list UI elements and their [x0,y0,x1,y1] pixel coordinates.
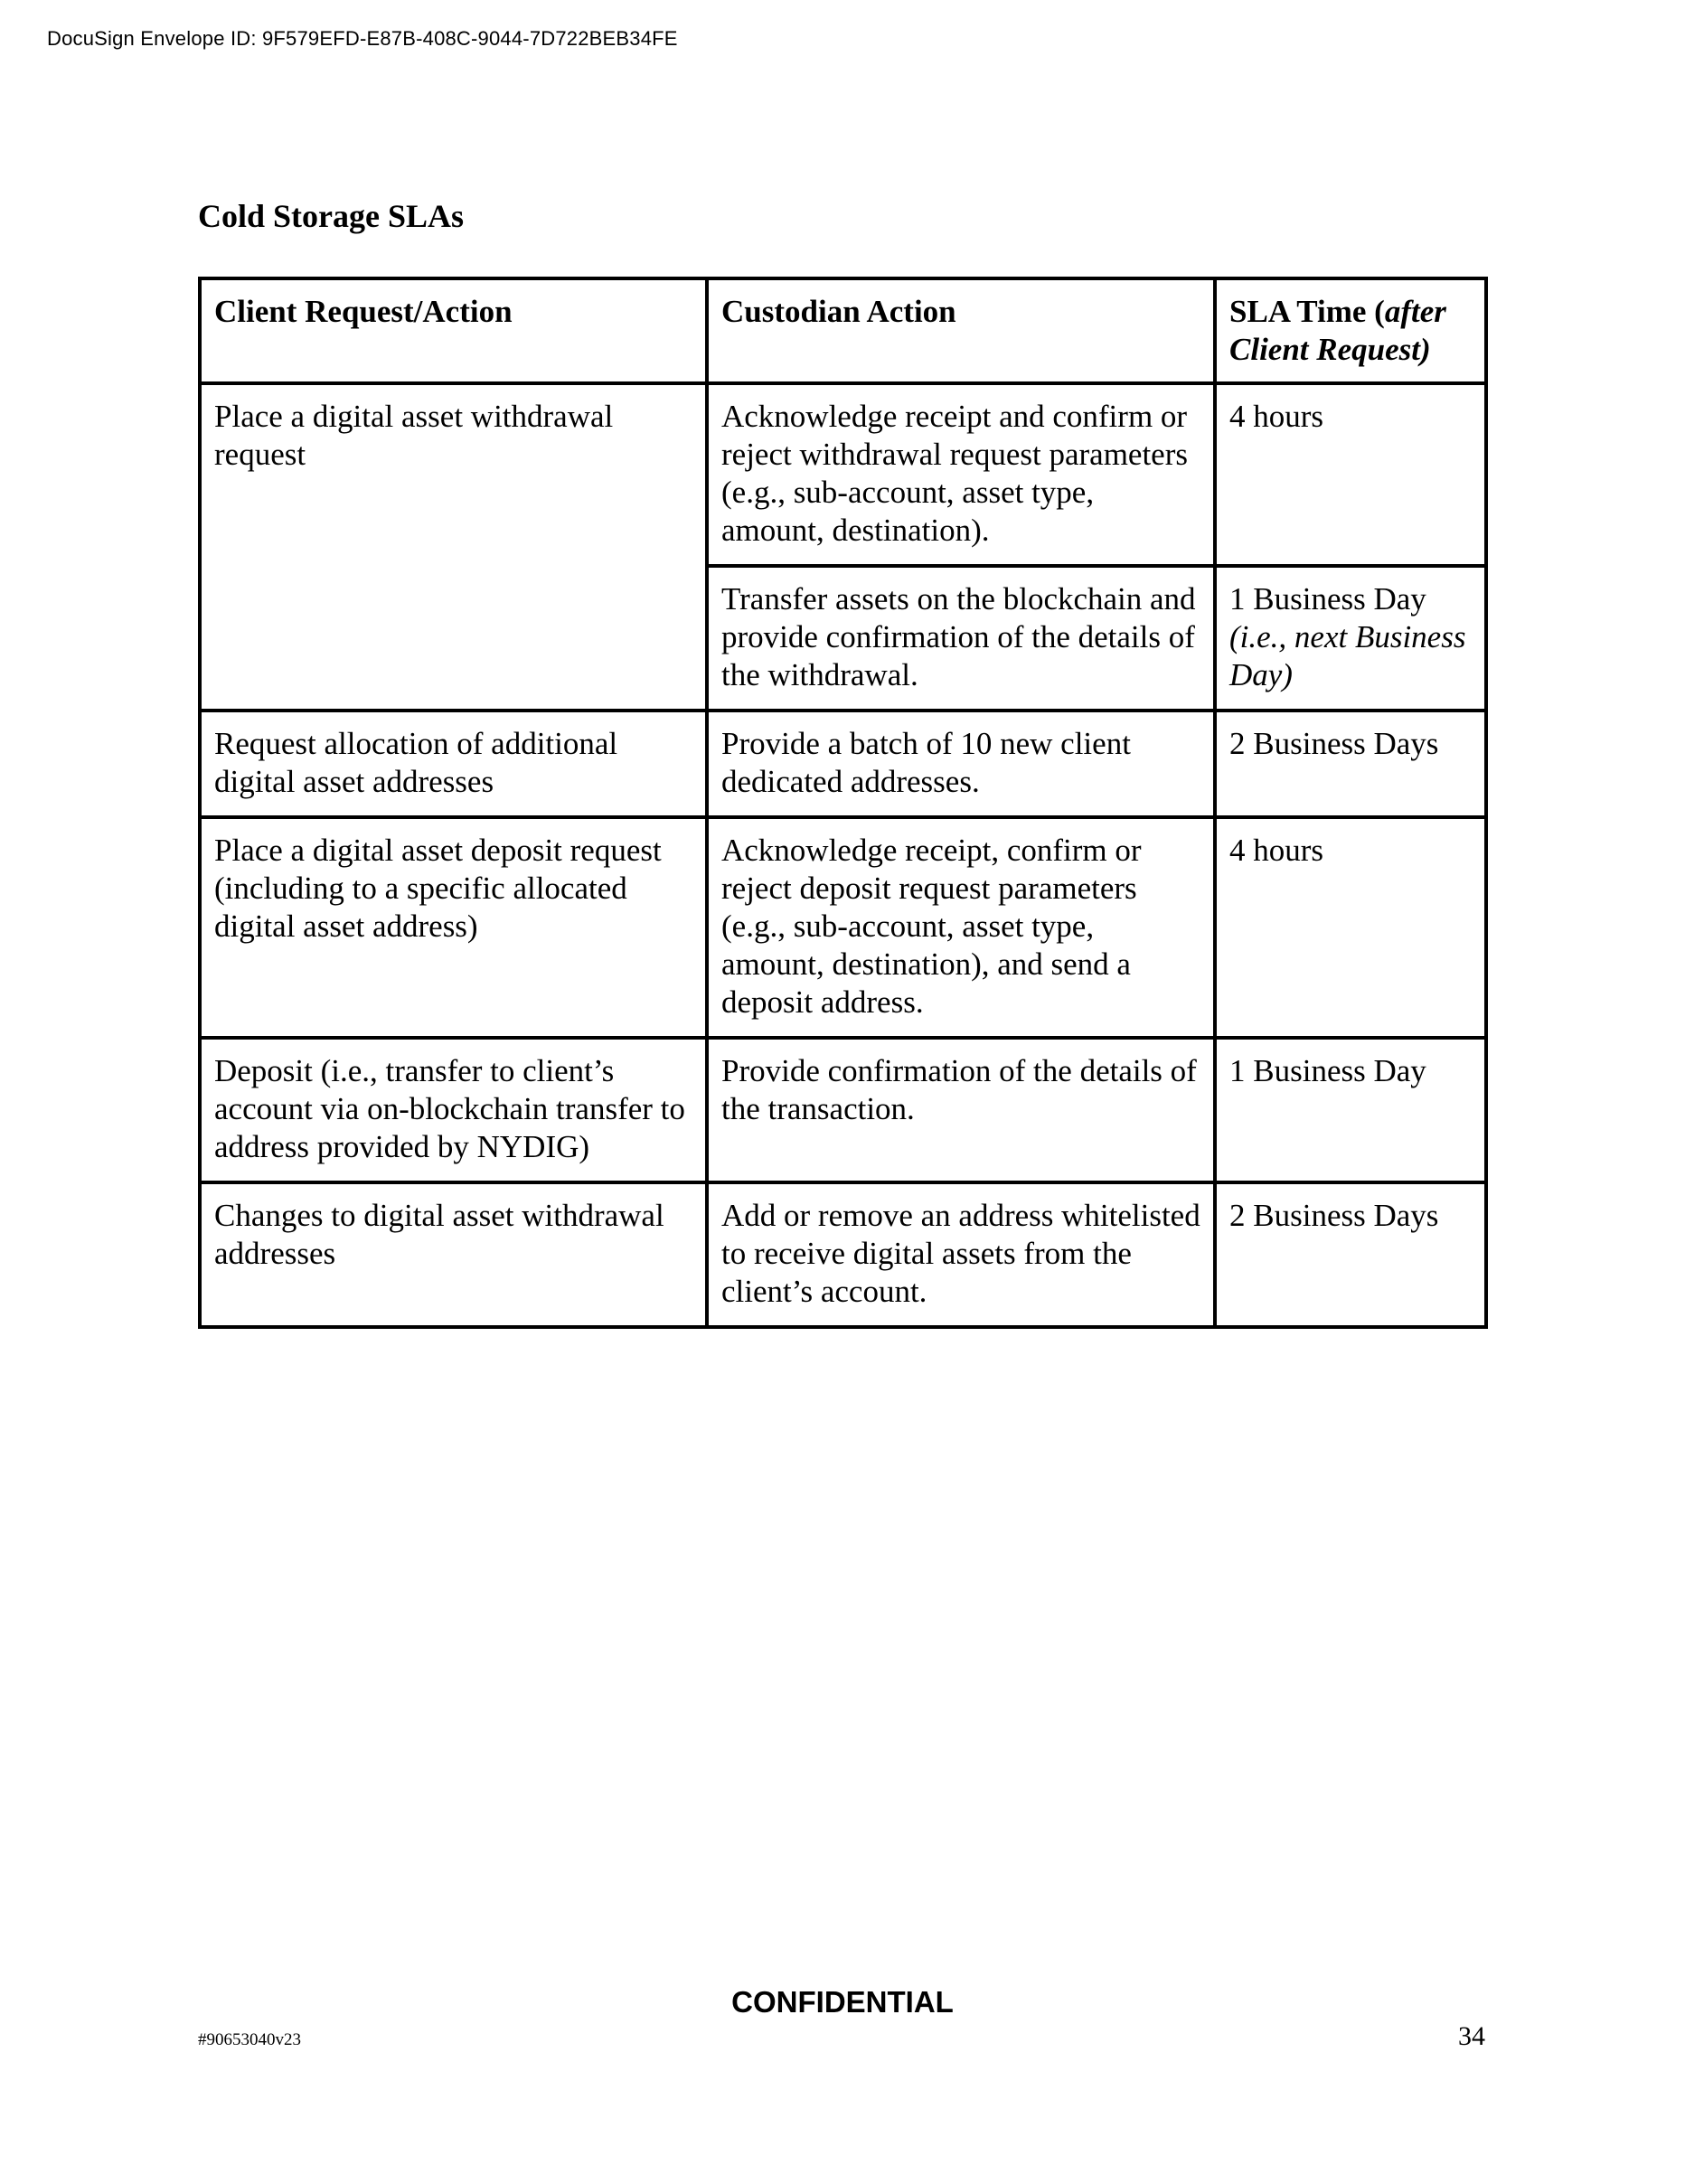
sla-time-cell [1215,566,1486,711]
table-row [200,817,1486,1038]
sla-time-cell: 1 Business Day [1215,1038,1486,1182]
client-request-cell: Changes to digital asset withdrawal addresses [200,1182,707,1327]
document-number: #90653040v23 [198,2030,301,2049]
custodian-action-cell: Add or remove an address whitelisted to receive digital assets from the client’s account. [707,1182,1215,1327]
header-client-request: Client Request/Action [200,278,707,383]
table-row [200,383,1486,566]
custodian-action-cell: Provide confirmation of the details of the transaction. [707,1038,1215,1182]
client-request-cell: Place a digital asset deposit request (including to a specific allocated digital asset address) [200,817,707,1038]
header-sla-time-qualifier: after Client Request) [1229,294,1446,367]
table-row [200,1182,1486,1327]
sla-time-cell: 2 Business Days [1215,711,1486,817]
header-custodian-action: Custodian Action [707,278,1215,383]
sla-time-value: 1 Business Day [1229,581,1426,617]
sla-time-cell: 2 Business Days [1215,1182,1486,1327]
header-sla-time-label: SLA Time ( [1229,294,1385,329]
client-request-cell: Place a digital asset withdrawal request [200,383,707,711]
confidential-label: CONFIDENTIAL [731,1985,954,2019]
client-request-cell: Request allocation of additional digital asset addresses [200,711,707,817]
sla-time-cell: 4 hours [1215,383,1486,566]
client-request-cell: Deposit (i.e., transfer to client’s account via on-blockchain transfer to address provided by NYDIG) [200,1038,707,1182]
table-header-row [200,278,1486,383]
docusign-envelope-id: DocuSign Envelope ID: 9F579EFD-E87B-408C-9044-7D722BEB34FE [47,27,678,50]
cold-storage-sla-table [198,277,1488,1329]
custodian-action-cell: Provide a batch of 10 new client dedicated addresses. [707,711,1215,817]
custodian-action-cell: Acknowledge receipt and confirm or reject withdrawal request parameters (e.g., sub-account, asset type, amount, destination). [707,383,1215,566]
sla-time-cell: 4 hours [1215,817,1486,1038]
sla-time-note: (i.e., next Business Day) [1229,619,1466,692]
page-number: 34 [1458,2021,1485,2051]
header-sla-time [1215,278,1486,383]
custodian-action-cell: Acknowledge receipt, confirm or reject deposit request parameters (e.g., sub-account, asset type, amount, destination), and send a deposit address. [707,817,1215,1038]
section-title: Cold Storage SLAs [198,198,465,234]
table-row [200,711,1486,817]
custodian-action-cell: Transfer assets on the blockchain and provide confirmation of the details of the withdrawal. [707,566,1215,711]
table-row [200,1038,1486,1182]
